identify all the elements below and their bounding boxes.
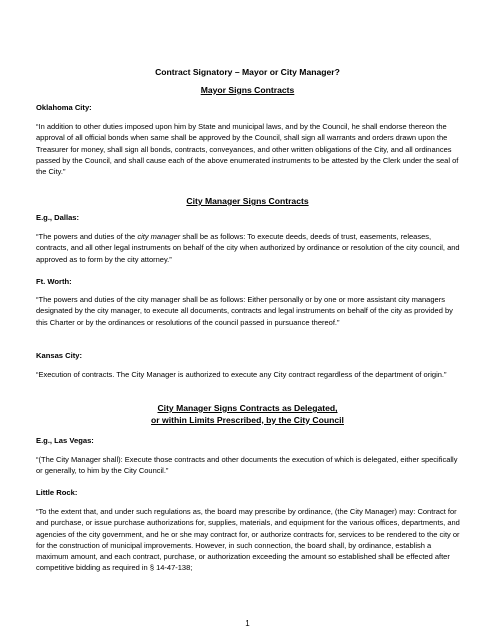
quote-oklahoma-city: “In addition to other duties imposed upon him by State and municipal laws, and by the Council, he shall endorse thereon the approval of all official bonds when same shall be approved by the Council, shall sign all warrants and orders drawn upon the Treasurer for money, shall sign all bonds, contracts, conveyances, and other written obligations of the City, and all ordinances passed by the Council, and shall cause each of the above enumerated instruments to be attested by the Clerk under the seal of the City.” xyxy=(36,122,459,177)
quote-dallas-before: “The powers and duties of the xyxy=(36,232,138,241)
quote-dallas-after: shall be as follows: To execute deeds, deeds of trust, easements, releases, contracts, and all other legal instruments on behalf of the city when authorized by ordinance or resolution of the city council, and approved as to form by the city attorney.” xyxy=(36,232,460,264)
quote-dallas xyxy=(36,231,462,265)
quote-kansas-city: “Execution of contracts. The City Manager is authorized to execute any City contract regardless of the department of origin.” xyxy=(36,370,447,379)
page-number: 1 xyxy=(245,619,250,628)
quote-ft-worth: “The powers and duties of the city manager shall be as follows: Either personally or by one or more assistant city managers designated by the city manager, to execute all documents, contracts and legal instruments on behalf of the city as provided by this Charter or by the ordinances or resolutions of the council passed in pursuance thereof.” xyxy=(36,295,453,327)
section-heading-mayor: Mayor Signs Contracts xyxy=(200,85,295,95)
quote-little-rock: “To the extent that, and under such regulations as, the board may prescribe by ordinance, (the City Manager) may: Contract for and purchase, or issue purchase authorizations for, supplies, materials, and equipment for the various offices, departments, and agencies of the city government, and he or she may contract for, or authorize contracts for, services to be rendered to the city or for the construction of municipal improvements. However, in such connection, the board shall, by ordinance, establish a maximum amount, and each contract, purchase, or authorization exceeding the amount so established shall be effected after competitive bidding as required in § 14-47-138; xyxy=(36,507,460,573)
label-dallas: E.g., Dallas: xyxy=(36,213,80,222)
section-heading-city-manager: City Manager Signs Contracts xyxy=(186,196,309,206)
section-heading-delegated-line1: City Manager Signs Contracts as Delegated, xyxy=(157,403,338,413)
page-title: Contract Signatory – Mayor or City Manager? xyxy=(155,67,340,77)
label-kansas-city: Kansas City: xyxy=(36,351,83,360)
label-las-vegas: E.g., Las Vegas: xyxy=(36,436,94,445)
section-heading-delegated xyxy=(0,403,495,426)
section-heading-delegated-line2: or within Limits Prescribed, by the City Council xyxy=(151,414,344,425)
label-little-rock: Little Rock: xyxy=(36,488,78,497)
quote-dallas-italic: city manager xyxy=(137,232,181,241)
quote-las-vegas: “(The City Manager shall): Execute those contracts and other documents the execution of which is delegated, either specifically or generally, to him by the City Council.” xyxy=(36,455,458,476)
label-ft-worth: Ft. Worth: xyxy=(36,277,72,286)
label-oklahoma-city: Oklahoma City: xyxy=(36,103,92,112)
